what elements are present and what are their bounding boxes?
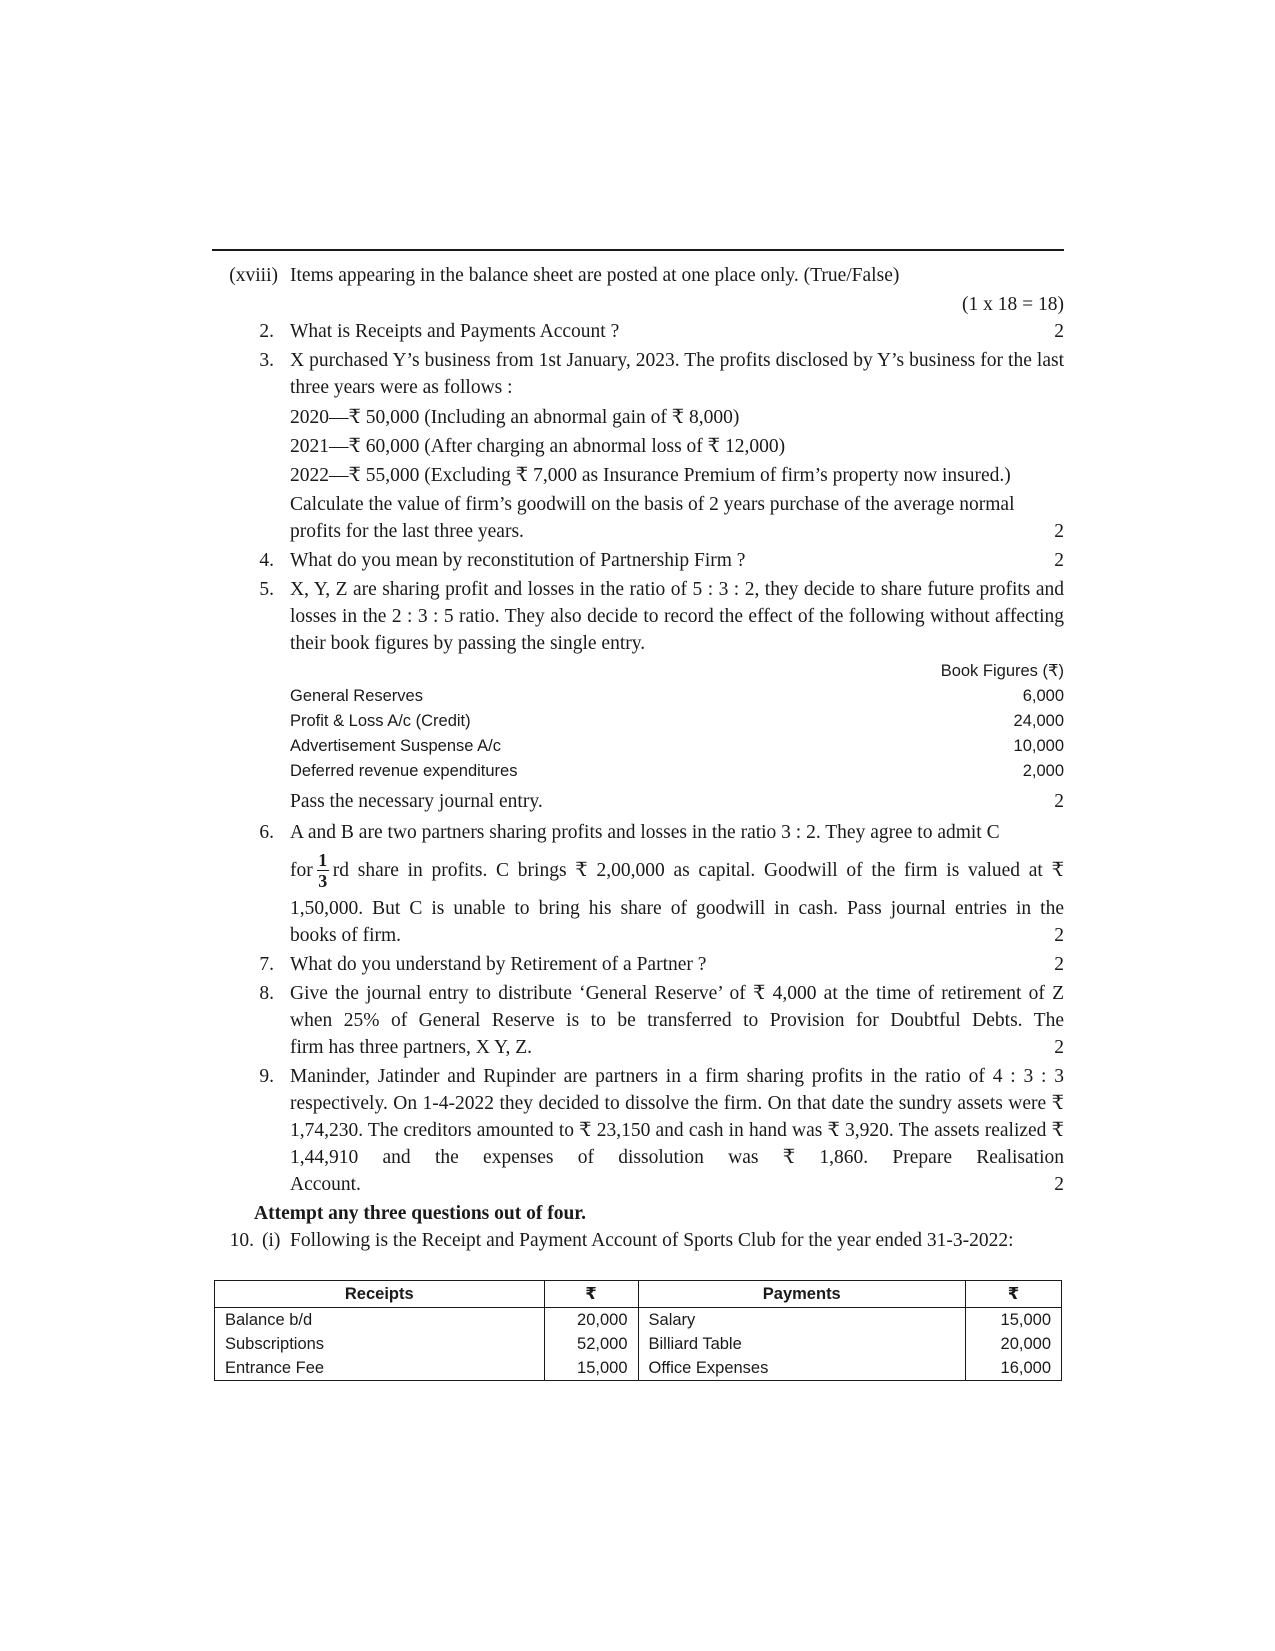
question-3 xyxy=(212,347,1064,545)
question-text: Account. xyxy=(290,1174,361,1195)
section-heading: Attempt any three questions out of four. xyxy=(254,1203,587,1224)
top-rule xyxy=(212,249,1064,251)
question-text: 1,50,000. But C is unable to bring his share of goodwill in cash. Pass journal entries in the xyxy=(290,898,1064,919)
receipt-item: Subscriptions xyxy=(215,1332,545,1356)
profit-line-2021: 2021—₹ 60,000 (After charging an abnormal loss of ₹ 12,000) xyxy=(290,436,786,457)
book-figure-row: General Reserves 6,000 xyxy=(290,687,1064,705)
book-figure-row: Advertisement Suspense A/c 10,000 xyxy=(290,737,1064,755)
question-text: Calculate the value of firm’s goodwill on the basis of 2 years purchase of the average normal xyxy=(290,494,1015,515)
question-number: 8. xyxy=(259,983,274,1004)
question-text: X, Y, Z are sharing profit and losses in the ratio of 5 : 3 : 2, they decide to share future profits and losses in the 2 : 3 : 5 ratio. They also decide to record the effect of the following without affecting their book figures by passing the single entry. xyxy=(290,579,1064,654)
question-number: 5. xyxy=(259,579,274,600)
column-header-payments: Payments xyxy=(638,1281,966,1308)
column-header-amount: ₹ xyxy=(966,1281,1062,1308)
question-6 xyxy=(212,819,1064,949)
question-text: rd share in profits. C brings ₹ 2,00,000 as capital. Goodwill of the firm is valued at ₹ xyxy=(332,860,1064,881)
receipt-amount: 20,000 xyxy=(544,1308,638,1333)
fraction-denominator: 3 xyxy=(318,871,328,891)
payment-item: Salary xyxy=(638,1308,966,1333)
question-7 xyxy=(212,951,1064,978)
profit-line-2022: 2022—₹ 55,000 (Excluding ₹ 7,000 as Insurance Premium of firm’s property now insured.) xyxy=(290,465,1011,486)
question-text: What is Receipts and Payments Account ? xyxy=(290,321,620,342)
marks: 2 xyxy=(1054,954,1064,975)
marks: 2 xyxy=(1054,550,1064,571)
question-text: A and B are two partners sharing profits and losses in the ratio 3 : 2. They agree to admit C xyxy=(290,822,1000,843)
question-number: 6. xyxy=(259,822,274,843)
question-5-footer xyxy=(290,788,1064,815)
fraction-one-third xyxy=(317,850,329,891)
question-number: 3. xyxy=(259,350,274,371)
question-4 xyxy=(212,547,1064,574)
question-number: 10. xyxy=(229,1230,254,1251)
question-text: firm has three partners, X Y, Z. xyxy=(290,1037,533,1058)
payment-item: Office Expenses xyxy=(638,1356,966,1381)
sub-question-number: (i) xyxy=(262,1230,281,1251)
question-text: What do you understand by Retirement of a Partner ? xyxy=(290,954,707,975)
payment-amount: 16,000 xyxy=(966,1356,1062,1381)
column-header-amount: ₹ xyxy=(544,1281,638,1308)
book-figures-header: Book Figures (₹) xyxy=(940,662,1064,680)
payment-amount: 20,000 xyxy=(966,1332,1062,1356)
marks: 2 xyxy=(1054,925,1064,946)
question-text: Pass the necessary journal entry. xyxy=(290,791,543,812)
table-header-row xyxy=(215,1281,1062,1308)
marks: 2 xyxy=(1054,1174,1064,1195)
payment-amount: 15,000 xyxy=(966,1308,1062,1333)
payment-item: Billiard Table xyxy=(638,1332,966,1356)
book-figure-row: Deferred revenue expenditures 2,000 xyxy=(290,762,1064,780)
profit-line-2020: 2020—₹ 50,000 (Including an abnormal gain of ₹ 8,000) xyxy=(290,407,740,428)
questions xyxy=(212,262,1064,1254)
table-row xyxy=(215,1332,1062,1356)
question-text: books of firm. xyxy=(290,925,402,946)
book-figures-table xyxy=(290,659,1064,784)
question-xviii xyxy=(212,262,1064,289)
fraction-numerator: 1 xyxy=(318,850,328,870)
question-text: Items appearing in the balance sheet are posted at one place only. (True/False) xyxy=(290,265,900,286)
marks: 2 xyxy=(1054,791,1064,812)
table-row xyxy=(215,1356,1062,1381)
marks: 2 xyxy=(1054,521,1064,542)
question-text: Following is the Receipt and Payment Account of Sports Club for the year ended 31-3-2022: xyxy=(290,1230,1014,1251)
question-number: 9. xyxy=(259,1066,274,1087)
question-9 xyxy=(212,1063,1064,1198)
question-10 xyxy=(212,1227,1064,1254)
receipt-item: Entrance Fee xyxy=(215,1356,545,1381)
question-5 xyxy=(212,576,1064,657)
receipts-payments-table xyxy=(214,1280,1062,1381)
question-number: 2. xyxy=(259,321,274,342)
marks: 2 xyxy=(1054,1037,1064,1058)
marks-total: (1 x 18 = 18) xyxy=(962,294,1064,315)
question-text: X purchased Y’s business from 1st January, 2023. The profits disclosed by Y’s business for the last three years were as follows : xyxy=(290,350,1064,398)
column-header-receipts: Receipts xyxy=(215,1281,545,1308)
receipt-amount: 52,000 xyxy=(544,1332,638,1356)
question-text: profits for the last three years. xyxy=(290,521,524,542)
question-text: Maninder, Jatinder and Rupinder are partners in a firm sharing profits in the ratio of 4 : 3 : 3 respectively. On 1-4-2022 they decided to dissolve the firm. On that date the sundry assets were ₹ 1,74,230. The creditors amounted to ₹ 23,150 and cash in hand was ₹ 3,920. The assets realized ₹ 1,44,910 and the expenses of dissolution was ₹ 1,860. Prepare Realisation xyxy=(290,1066,1064,1168)
question-text: Give the journal entry to distribute ‘General Reserve’ of ₹ 4,000 at the time of retirement of Z when 25% of General Reserve is to be transferred to Provision for Doubtful Debts. The xyxy=(290,983,1064,1031)
question-8 xyxy=(212,980,1064,1061)
table-row xyxy=(215,1308,1062,1333)
for-text: for xyxy=(290,860,313,881)
question-number: 4. xyxy=(259,550,274,571)
question-text: What do you mean by reconstitution of Partnership Firm ? xyxy=(290,550,746,571)
question-2 xyxy=(212,318,1064,345)
question-number: 7. xyxy=(259,954,274,975)
book-figure-row: Profit & Loss A/c (Credit) 24,000 xyxy=(290,712,1064,730)
receipt-amount: 15,000 xyxy=(544,1356,638,1381)
receipt-item: Balance b/d xyxy=(215,1308,545,1333)
question-number: (xviii) xyxy=(229,265,278,286)
marks: 2 xyxy=(1054,321,1064,342)
